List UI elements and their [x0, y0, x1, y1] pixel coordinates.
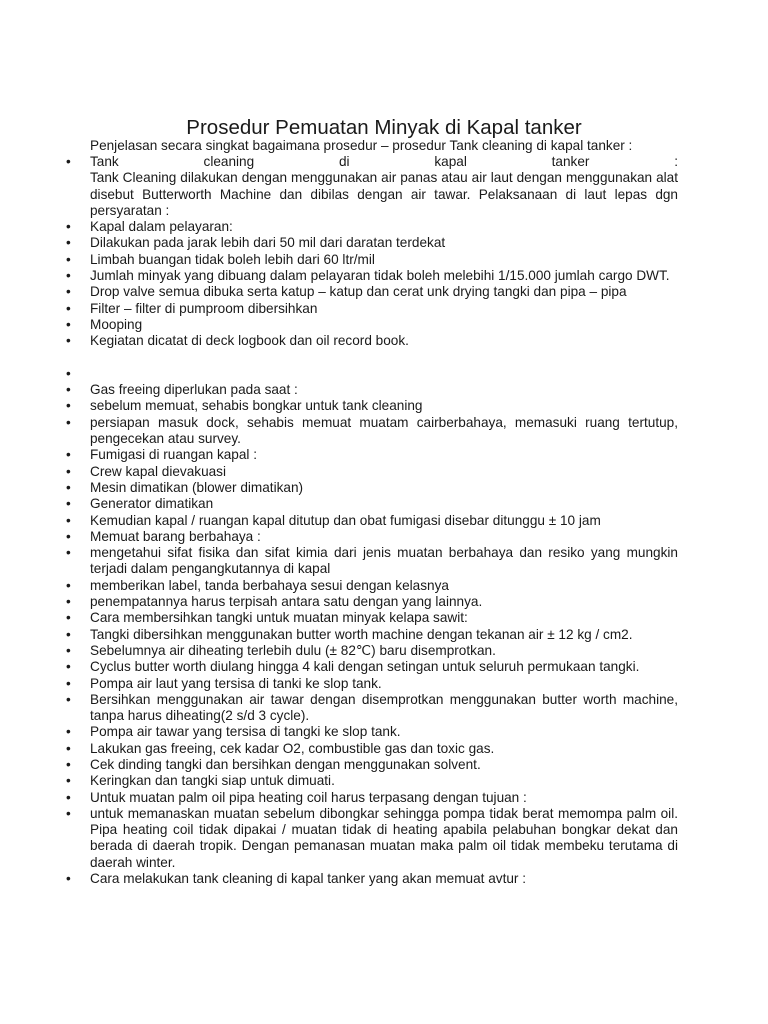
document-title: Prosedur Pemuatan Minyak di Kapal tanker — [186, 116, 582, 139]
heading-word: : — [674, 154, 678, 169]
heading-word: kapal — [434, 154, 467, 169]
list-item: • mengetahui sifat fisika dan sifat kimia dari jenis muatan berbahaya dan resiko yang mungkin terjadi dalam pengangkutannya di kapal — [90, 545, 678, 578]
list-item: • Crew kapal dievakuasi — [90, 464, 678, 480]
list-item: • Cara melakukan tank cleaning di kapal tanker yang akan memuat avtur : — [90, 871, 678, 887]
list-item: • Drop valve semua dibuka serta katup – katup dan cerat unk drying tangki dan pipa – pipa — [90, 284, 678, 300]
list-item: • Untuk muatan palm oil pipa heating coil harus terpasang dengan tujuan : — [90, 790, 678, 806]
list-item-tank-cleaning — [90, 154, 678, 219]
heading-word: tanker — [551, 154, 590, 169]
list-item: • Kegiatan dicatat di deck logbook dan oil record book. — [90, 333, 678, 349]
list-item: • Kemudian kapal / ruangan kapal ditutup dan obat fumigasi disebar ditunggu ± 10 jam — [90, 513, 678, 529]
list-item: • Pompa air laut yang tersisa di tanki ke slop tank. — [90, 676, 678, 692]
list-item: • persiapan masuk dock, sehabis memuat muatam cairberbahaya, memasuki ruang tertutup, pengecekan atau survey. — [90, 415, 678, 448]
list-item: • Kapal dalam pelayaran: — [90, 219, 678, 235]
heading-word: di — [338, 154, 350, 169]
intro-paragraph: Penjelasan secara singkat bagaimana prosedur – prosedur Tank cleaning di kapal tanker : — [90, 138, 633, 153]
tank-cleaning-body: Tank Cleaning dilakukan dengan menggunakan air panas atau air laut dengan menggunakan alat disebut Butterworth Machine dan dibilas dengan air tawar. Pelaksanaan di laut lepas dgn persyaratan : — [90, 170, 678, 218]
list-item: • Keringkan dan tangki siap untuk dimuati. — [90, 773, 678, 789]
list-item: • Pompa air tawar yang tersisa di tangki ke slop tank. — [90, 724, 678, 740]
list-item: • Gas freeing diperlukan pada saat : — [90, 382, 678, 398]
empty-list-item — [90, 366, 678, 382]
list-item: • Jumlah minyak yang dibuang dalam pelayaran tidak boleh melebihi 1/15.000 jumlah cargo DWT. — [90, 268, 678, 284]
list-item: • Cyclus butter worth diulang hingga 4 kali dengan setingan untuk seluruh permukaan tangki. — [90, 659, 678, 675]
heading-word: • Tank — [90, 154, 119, 169]
list-item: • Tangki dibersihkan menggunakan butter worth machine dengan tekanan air ± 12 kg / cm2. — [90, 627, 678, 643]
list-item: • penempatannya harus terpisah antara satu dengan yang lainnya. — [90, 594, 678, 610]
list-item: • Lakukan gas freeing, cek kadar O2, combustible gas dan toxic gas. — [90, 741, 678, 757]
bullet-list — [90, 154, 678, 887]
list-item: • Dilakukan pada jarak lebih dari 50 mil dari daratan terdekat — [90, 235, 678, 251]
list-item: • Bersihkan menggunakan air tawar dengan disemprotkan menggunakan butter worth machine, tanpa harus diheating(2 s/d 3 cycle). — [90, 692, 678, 725]
list-item: • untuk memanaskan muatan sebelum dibongkar sehingga pompa tidak berat memompa palm oil. Pipa heating coil tidak dipakai / muatan tidak di heating apabila pelabuhan bongkar dekat dan berada di daerah tropik. Dengan pemanasan muatan maka palm oil tidak membeku terutama di daerah winter. — [90, 806, 678, 871]
heading-word: cleaning — [203, 154, 255, 169]
list-item: • Sebelumnya air diheating terlebih dulu (± 82℃) baru disemprotkan. — [90, 643, 678, 659]
list-item: • Memuat barang berbahaya : — [90, 529, 678, 545]
list-item: • Mesin dimatikan (blower dimatikan) — [90, 480, 678, 496]
list-item: • sebelum memuat, sehabis bongkar untuk tank cleaning — [90, 398, 678, 414]
list-item: • Mooping — [90, 317, 678, 333]
list-item: • Fumigasi di ruangan kapal : — [90, 447, 678, 463]
list-item: • Filter – filter di pumproom dibersihkan — [90, 301, 678, 317]
list-item: • Cek dinding tangki dan bersihkan dengan menggunakan solvent. — [90, 757, 678, 773]
list-item: • memberikan label, tanda berbahaya sesui dengan kelasnya — [90, 578, 678, 594]
list-item: • Limbah buangan tidak boleh lebih dari 60 ltr/mil — [90, 252, 678, 268]
list-item: • Generator dimatikan — [90, 496, 678, 512]
list-item: • Cara membersihkan tangki untuk muatan minyak kelapa sawit: — [90, 610, 678, 626]
tank-cleaning-heading — [90, 154, 678, 170]
